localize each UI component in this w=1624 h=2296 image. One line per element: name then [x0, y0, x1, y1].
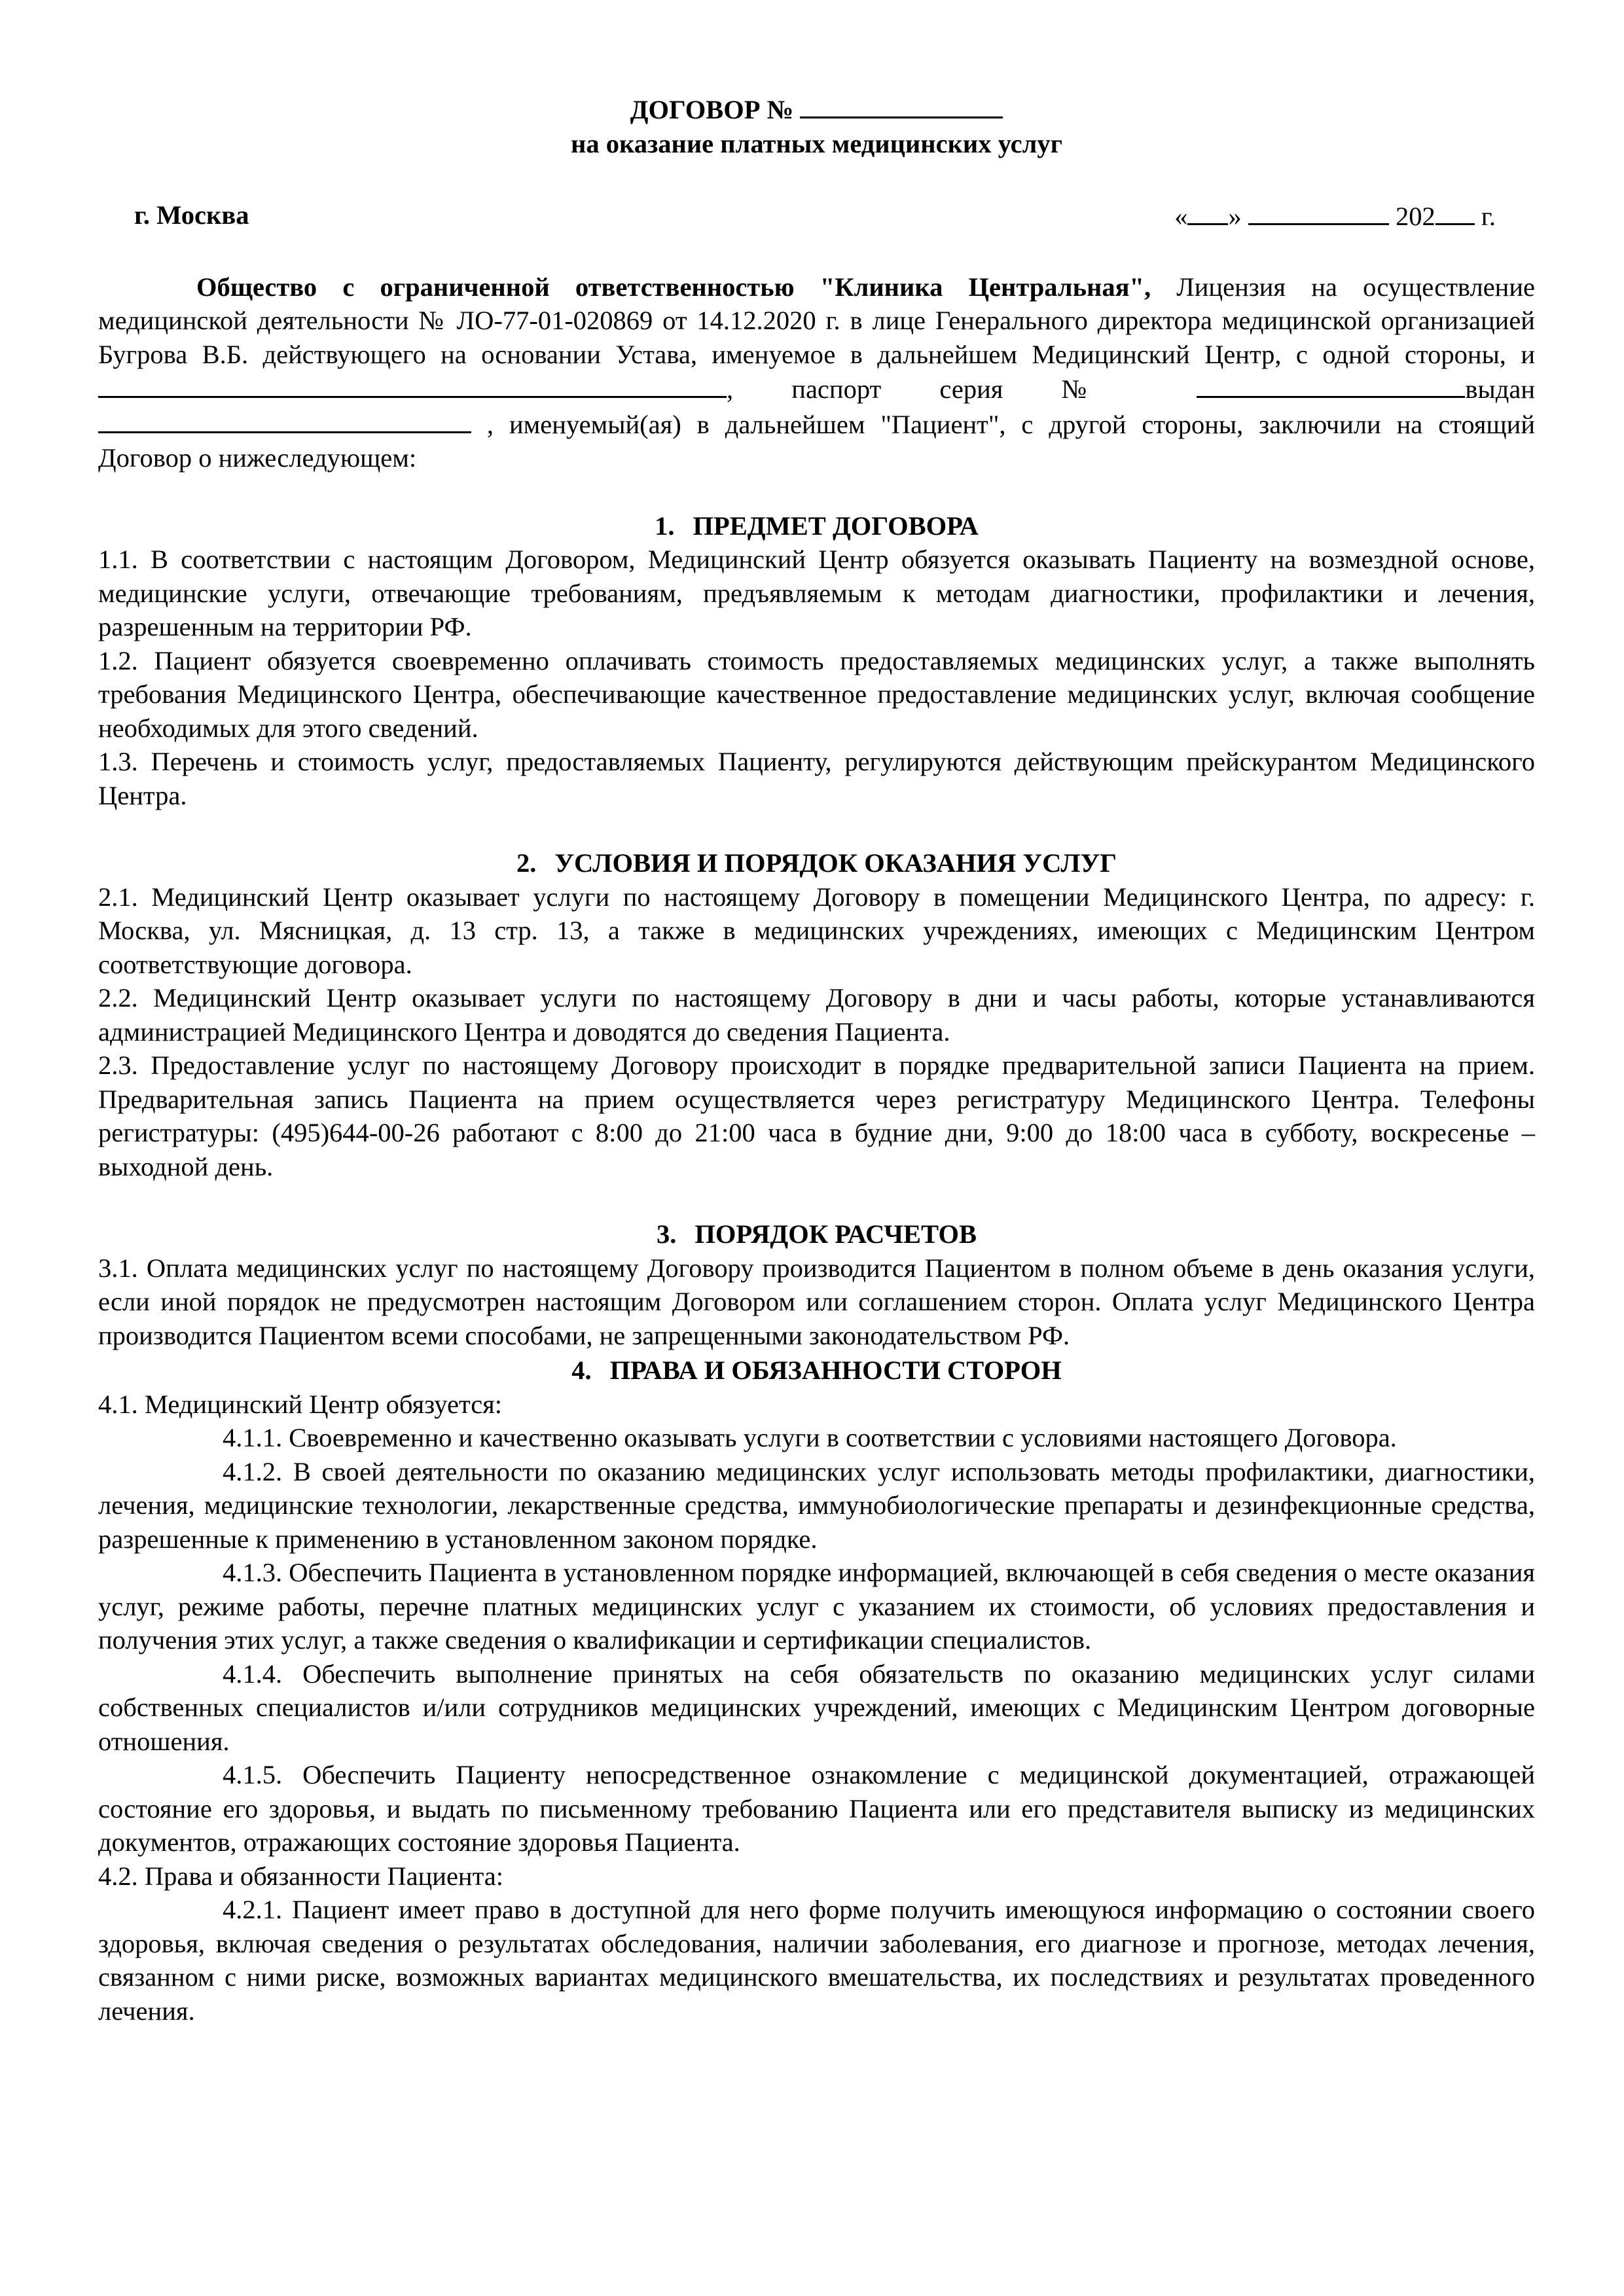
place-date-row: [98, 198, 1535, 234]
section-3-heading: [98, 1217, 1535, 1251]
clause-4-1-2: 4.1.2. В своей деятельности по оказанию медицинских услуг использовать методы профилактики, диагностики, лечения, медицинские технологии, лекарственные средства, иммунобиологические препараты и дезинфекционные средства, разрешенные к применению в установленном законом порядке.: [98, 1456, 1535, 1554]
date-year-suffix: г.: [1481, 202, 1496, 231]
clause-2-3: 2.3. Предоставление услуг по настоящему Договору происходит в порядке предварительной записи Пациента на прием. Предварительная запись Пациента на прием осуществляется через регистратуру Медицинского Центра. Телефоны регистратуры: (495)644-00-26 работают с 8:00 до 21:00 часа в будние дни, 9:00 до 18:00 часа в субботу, воскресенье – выходной день.: [98, 1050, 1535, 1181]
section-title: УСЛОВИЯ И ПОРЯДОК ОКАЗАНИЯ УСЛУГ: [554, 848, 1117, 878]
passport-number-field[interactable]: [1197, 371, 1465, 398]
clause-4-1-5: 4.1.5. Обеспечить Пациенту непосредственное ознакомление с медицинской документацией, отражающей состояние его здоровья, и выдать по письменному требованию Пациента или его представителя выписку из медицинских документов, отражающих состояние здоровья Пациента.: [98, 1760, 1535, 1857]
date-quote-open: «: [1174, 202, 1188, 231]
clause-4-2: 4.2. Права и обязанности Пациента:: [98, 1861, 504, 1891]
intro-text-2: , паспорт серия №: [727, 374, 1197, 404]
section-number: 4.: [571, 1355, 592, 1385]
organization-name: Общество с ограниченной ответственностью "Клиника Центральная",: [196, 272, 1151, 302]
section-title: ПОРЯДОК РАСЧЕТОВ: [695, 1219, 977, 1249]
intro-text-1: Лицензия на осуществление медицинской деятельности № ЛО-77-01-020869 от 14.12.2020 г. в лице Генерального директора медицинской организацией Бугрова В.Б. действующего на основании Устава, именуемое в дальнейшем Медицинский Центр, с одной стороны, и: [98, 272, 1535, 369]
clause-1-3: 1.3. Перечень и стоимость услуг, предоставляемых Пациенту, регулируются действующим прейскурантом Медицинского Центра.: [98, 747, 1535, 810]
clause-4-1: 4.1. Медицинский Центр обязуется:: [98, 1389, 503, 1419]
passport-issued-by-field[interactable]: [98, 406, 471, 433]
contract-page: [98, 92, 1535, 2028]
contract-subtitle: на оказание платных медицинских услуг: [571, 128, 1062, 158]
section-4-heading: [98, 1354, 1535, 1388]
clause-4-1-3: 4.1.3. Обеспечить Пациента в установленном порядке информацией, включающей в себя сведения о месте оказания услуг, режиме работы, перечне платных медицинских услуг с указанием их стоимости, об условиях предоставления и получения этих услуг, а также сведения о квалификации и сертификации специалистов.: [98, 1558, 1535, 1655]
clause-4-1-4: 4.1.4. Обеспечить выполнение принятых на себя обязательств по оказанию медицинских услуг силами собственных специалистов и/или сотрудников медицинских учреждений, имеющих с Медицинским Центром договорные отношения.: [98, 1659, 1535, 1756]
date-month-field[interactable]: [1248, 198, 1389, 225]
contract-number-field[interactable]: [800, 92, 1003, 118]
contract-title: [98, 92, 1535, 127]
date-year-field[interactable]: [1435, 198, 1475, 225]
date-quote-close: »: [1228, 202, 1242, 231]
section-2-heading: [98, 846, 1535, 880]
intro-text-4: , именуемый(ая) в дальнейшем "Пациент", с другой стороны, заключили на стоящий Договор о нижеследующем:: [98, 409, 1535, 473]
contract-title-text: ДОГОВОР №: [630, 95, 794, 124]
city: г. Москва: [134, 200, 249, 230]
clause-1-2: 1.2. Пациент обязуется своевременно оплачивать стоимость предоставляемых медицинских услуг, а также выполнять требования Медицинского Центра, обеспечивающие качественное предоставление медицинских услуг, включая сообщение необходимых для этого сведений.: [98, 645, 1535, 743]
section-title: ПРАВА И ОБЯЗАННОСТИ СТОРОН: [609, 1355, 1062, 1385]
clause-4-1-1: 4.1.1. Своевременно и качественно оказывать услуги в соответствии с условиями настоящего Договора.: [223, 1423, 1397, 1452]
section-number: 2.: [516, 848, 537, 878]
clause-1-1: 1.1. В соответствии с настоящим Договором, Медицинский Центр обязуется оказывать Пациенту на возмездной основе, медицинские услуги, отвечающие требованиям, предъявляемым к методам диагностики, профилактики и лечения, разрешенным на территории РФ.: [98, 545, 1535, 641]
intro-paragraph: [98, 270, 1535, 475]
date-day-field[interactable]: [1187, 198, 1228, 225]
intro-text-3: выдан: [1465, 374, 1535, 404]
clause-2-2: 2.2. Медицинский Центр оказывает услуги по настоящему Договору в дни и часы работы, которые устанавливаются администрацией Медицинского Центра и доводятся до сведения Пациента.: [98, 983, 1535, 1047]
clause-3-1: 3.1. Оплата медицинских услуг по настоящему Договору производится Пациентом в полном объеме в день оказания услуги, если иной порядок не предусмотрен настоящим Договором или соглашением сторон. Оплата услуг Медицинского Центра производится Пациентом всеми способами, не запрещенными законодательством РФ.: [98, 1253, 1535, 1350]
clause-2-1: 2.1. Медицинский Центр оказывает услуги по настоящему Договору в помещении Медицинского Центра, по адресу: г. Москва, ул. Мясницкая, д. 13 стр. 13, а также в медицинских учреждениях, имеющих с Медицинским Центром соответствующие договора.: [98, 882, 1535, 979]
section-number: 3.: [657, 1219, 677, 1249]
section-1-heading: [98, 509, 1535, 543]
contract-date: [1174, 198, 1496, 234]
patient-name-field[interactable]: [98, 371, 727, 398]
date-year-prefix: 202: [1395, 202, 1435, 231]
section-number: 1.: [655, 511, 675, 541]
clause-4-2-1: 4.2.1. Пациент имеет право в доступной для него форме получить имеющуюся информацию о состоянии своего здоровья, включая сведения о результатах обследования, наличии заболевания, его диагнозе и прогнозе, методах лечения, связанном с ними риске, возможных вариантах медицинского вмешательства, их последствиях и результатах проведенного лечения.: [98, 1895, 1535, 2026]
section-title: ПРЕДМЕТ ДОГОВОРА: [693, 511, 979, 541]
